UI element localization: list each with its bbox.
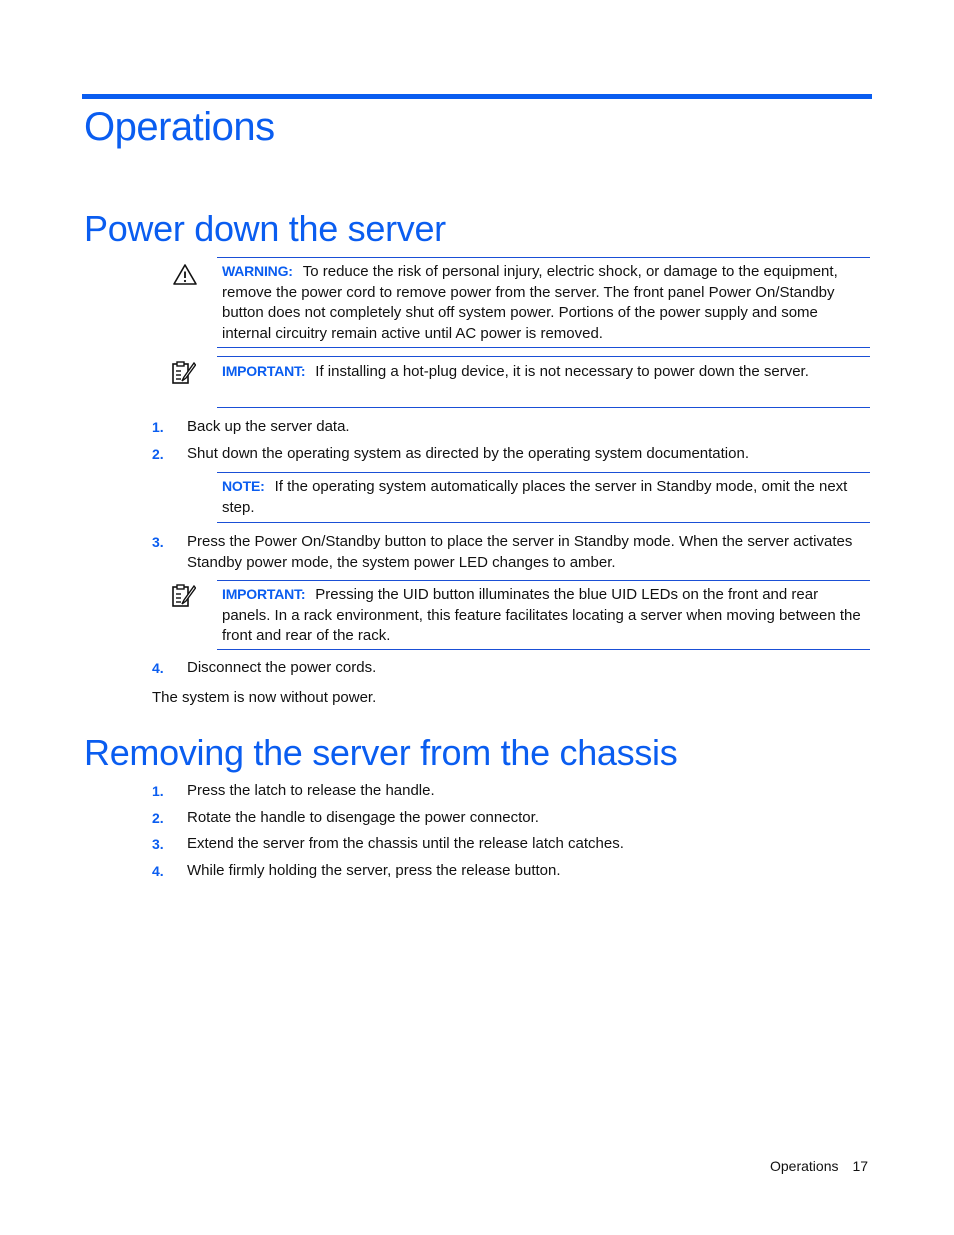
note-notice [222, 476, 867, 518]
footer-section: Operations [770, 1158, 839, 1174]
step-number: 2. [152, 810, 164, 826]
step-text: Extend the server from the chassis until the release latch catches. [187, 835, 624, 852]
step-text: Shut down the operating system as directed by the operating system documentation. [187, 445, 749, 462]
step-number: 1. [152, 783, 164, 799]
warning-label: WARNING: [222, 263, 293, 279]
list-item [152, 532, 872, 573]
step-number: 4. [152, 863, 164, 879]
list-item [152, 781, 872, 802]
important1-notice [222, 361, 870, 383]
note-top-rule [217, 472, 870, 473]
section-title-power-down: Power down the server [84, 208, 446, 249]
step-number: 3. [152, 534, 164, 550]
important-clipboard-icon [170, 360, 196, 386]
warning-bottom-rule [217, 347, 870, 348]
warning-notice [222, 261, 870, 344]
chapter-title: Operations [84, 105, 275, 149]
important1-text: If installing a hot-plug device, it is not necessary to power down the server. [315, 363, 809, 380]
list-item [152, 808, 872, 829]
step-number: 1. [152, 419, 164, 435]
warning-text: To reduce the risk of personal injury, electric shock, or damage to the equipment, remove the power cord to remove power from the server. The front panel Power On/Standby button does not completely shut off system power. Portions of the power supply and some internal circuitry remain active until AC power is removed. [222, 263, 838, 342]
step-number: 2. [152, 446, 164, 462]
list-item [152, 444, 872, 465]
step-text: Back up the server data. [187, 418, 350, 435]
important1-label: IMPORTANT: [222, 363, 306, 379]
chapter-top-rule [82, 94, 872, 99]
step-text: Disconnect the power cords. [187, 659, 377, 676]
list-item [152, 861, 872, 882]
list-item [152, 417, 872, 438]
important2-notice [222, 584, 870, 647]
important2-label: IMPORTANT: [222, 586, 306, 602]
page-footer [770, 1158, 868, 1174]
important-clipboard-icon [170, 583, 196, 609]
section-title-removing: Removing the server from the chassis [84, 732, 678, 773]
note-label: NOTE: [222, 478, 265, 494]
step-text: Rotate the handle to disengage the power connector. [187, 809, 539, 826]
closing-paragraph: The system is now without power. [152, 689, 377, 706]
page-number: 17 [852, 1158, 869, 1174]
warning-triangle-icon [172, 262, 198, 288]
important2-top-rule [217, 580, 870, 581]
list-item [152, 658, 872, 679]
note-text: If the operating system automatically places the server in Standby mode, omit the next step. [222, 478, 848, 516]
important2-bottom-rule [217, 649, 870, 650]
step-text: While firmly holding the server, press the release button. [187, 862, 561, 879]
step-text: Press the latch to release the handle. [187, 782, 435, 799]
warning-top-rule [217, 257, 870, 258]
note-bottom-rule [217, 522, 870, 523]
list-item [152, 834, 872, 855]
important1-top-rule [217, 356, 870, 357]
step-text: Press the Power On/Standby button to place the server in Standby mode. When the server activates Standby power mode, the system power LED changes to amber. [187, 533, 853, 571]
step-number: 4. [152, 660, 164, 676]
important1-bottom-rule [217, 407, 870, 408]
step-number: 3. [152, 836, 164, 852]
important2-text: Pressing the UID button illuminates the blue UID LEDs on the front and rear panels. In a rack environment, this feature facilitates locating a server when moving between the front and rear of the rack. [222, 586, 861, 645]
